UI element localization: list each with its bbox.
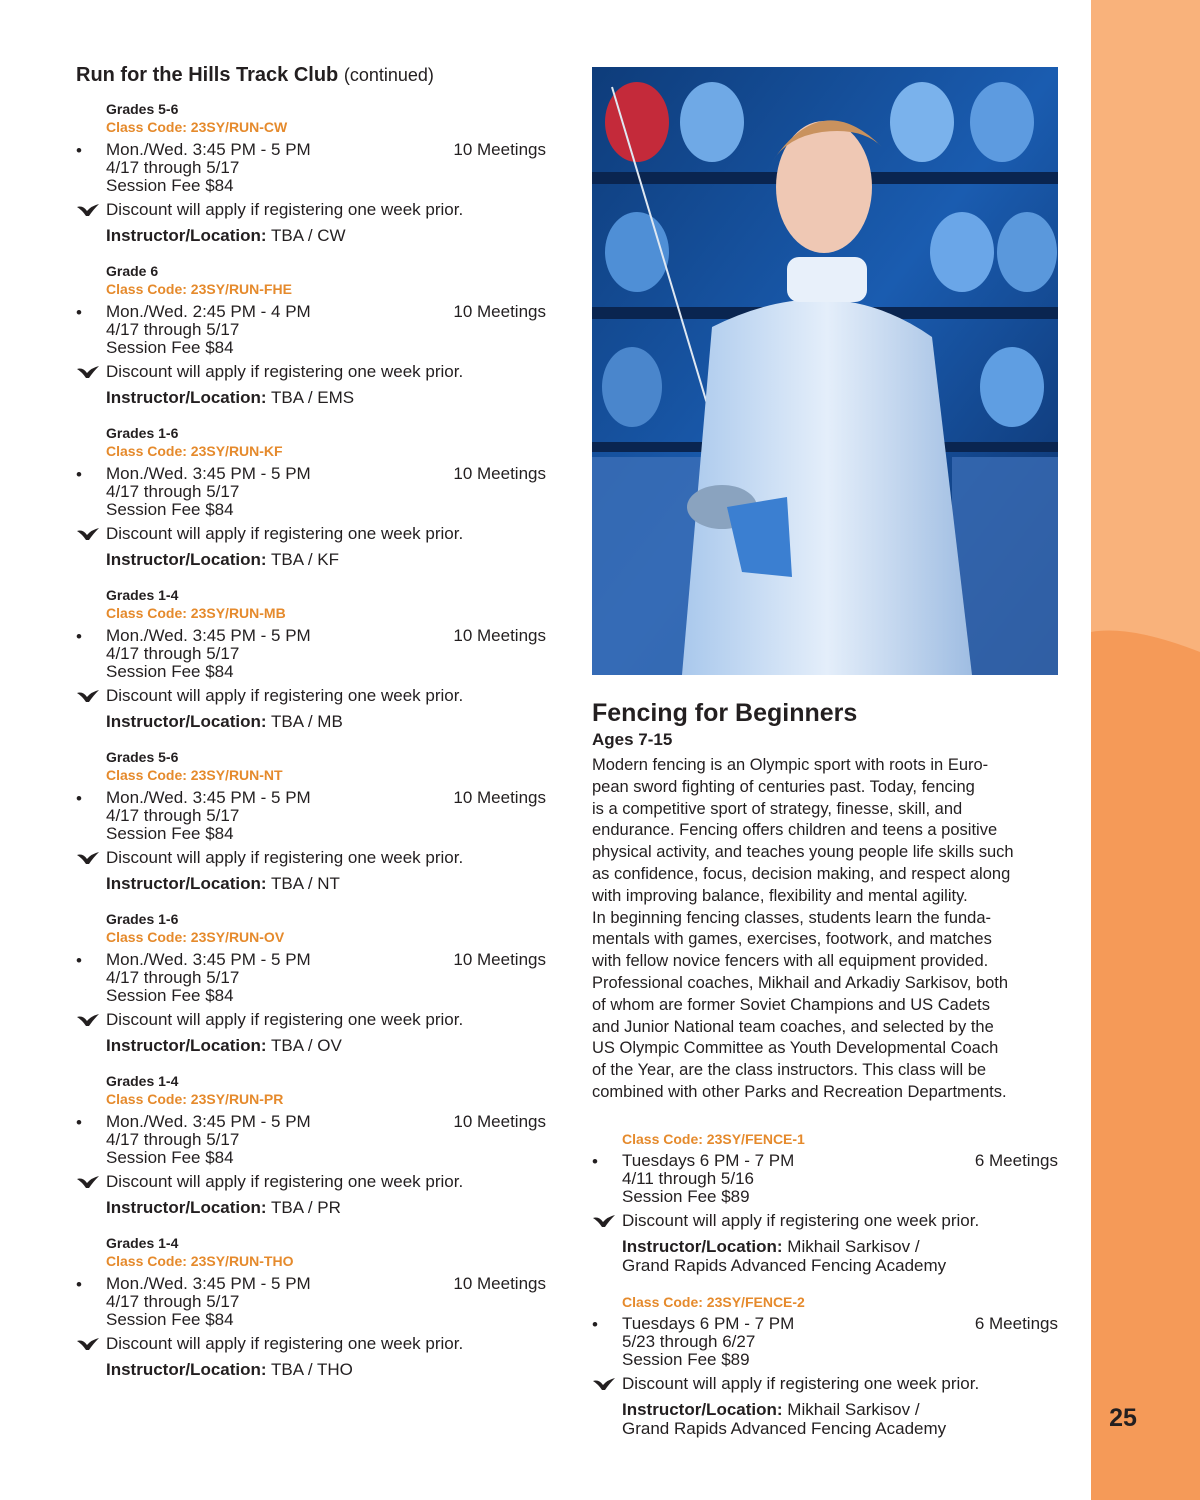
section-title-text: Run for the Hills Track Club [76,64,339,86]
schedule [106,465,546,519]
class-code: Class Code: 23SY/FENCE-1 [622,1130,805,1147]
instructor-label: Instructor/Location: [106,1036,267,1055]
section-title-suffix: (continued) [343,65,434,85]
days-time: Mon./Wed. 3:45 PM - 5 PM [106,1112,311,1131]
instructor-location [106,1360,353,1380]
meetings-count: 6 Meetings [974,1313,1058,1333]
bullet: • [76,141,82,160]
location-name: Grand Rapids Advanced Fencing Academy [622,1418,947,1438]
session-fee: Session Fee $84 [106,662,234,681]
meetings-count: 10 Meetings [453,788,546,807]
description-line: US Olympic Committee as Youth Developmental Coach [592,1039,999,1058]
class-code: Class Code: 23SY/RUN-MB [106,605,286,621]
grade-level: Grades 5-6 [106,749,179,765]
instructor-value: TBA / THO [270,1360,353,1379]
date-range: 4/17 through 5/17 [106,806,240,825]
days-time: Tuesdays 6 PM - 7 PM [622,1150,795,1170]
instructor-label: Instructor/Location: [106,1198,267,1217]
instructor-label: Instructor/Location: [106,712,267,731]
description-line: pean sword fighting of centuries past. Today, fencing [592,777,975,796]
fencing-title: Fencing for Beginners [592,699,858,727]
date-range: 4/17 through 5/17 [106,644,240,663]
bullet: • [592,1151,598,1171]
class-list [76,101,556,1397]
bullet: • [76,1113,82,1132]
instructor-label: Instructor/Location: [106,388,267,407]
class-code: Class Code: 23SY/RUN-PR [106,1091,284,1107]
instructor-location [106,550,339,570]
meetings-count: 10 Meetings [453,464,546,483]
class-code: Class Code: 23SY/FENCE-2 [622,1293,805,1310]
class-entry [76,1073,556,1235]
instructor-location [106,712,343,732]
fencer-photo [592,67,1058,675]
instructor-value: TBA / NT [270,874,340,893]
class-code: Class Code: 23SY/RUN-KF [106,443,283,459]
fencing-class-entry [592,1131,1062,1294]
date-range: 4/11 through 5/16 [622,1168,755,1188]
description-line: combined with other Parks and Recreation Departments. [592,1082,1007,1101]
instructor-value: TBA / MB [270,712,343,731]
early-bird-icon [77,851,99,865]
date-range: 4/17 through 5/17 [106,1130,240,1149]
discount-text: Discount will apply if registering one week prior. [622,1373,980,1393]
description-line: and Junior National team coaches, and selected by the [592,1017,994,1036]
instructor-location [622,1237,946,1275]
instructor-value: TBA / PR [270,1198,341,1217]
description-line: endurance. Fencing offers children and teens a positive [592,821,998,840]
instructor-label: Instructor/Location: [106,226,267,245]
discount-text: Discount will apply if registering one week prior. [106,848,464,867]
class-entry [76,1235,556,1397]
instructor-label: Instructor/Location: [106,550,267,569]
instructor-value: TBA / OV [270,1036,342,1055]
meetings-count: 10 Meetings [453,1112,546,1131]
session-fee: Session Fee $84 [106,1148,234,1167]
early-bird-icon [77,1337,99,1351]
early-bird-icon [77,689,99,703]
track-club-section [76,64,556,1397]
instructor-value: TBA / CW [270,226,346,245]
instructor-location [106,1036,342,1056]
schedule [106,1275,546,1329]
early-bird-icon [77,203,99,217]
discount-text: Discount will apply if registering one week prior. [106,1172,464,1191]
schedule [106,303,546,357]
description-line: In beginning fencing classes, students learn the funda- [592,908,992,927]
discount-text: Discount will apply if registering one week prior. [106,200,464,219]
instructor-label: Instructor/Location: [622,1236,783,1256]
bullet: • [76,789,82,808]
class-entry [76,425,556,587]
meetings-count: 10 Meetings [453,626,546,645]
instructor-label: Instructor/Location: [106,1360,267,1379]
class-code: Class Code: 23SY/RUN-THO [106,1253,294,1269]
early-bird-icon [77,365,99,379]
session-fee: Session Fee $84 [106,986,234,1005]
fencing-class-list [592,1131,1062,1457]
fencing-ages: Ages 7-15 [592,730,673,749]
days-time: Mon./Wed. 3:45 PM - 5 PM [106,464,311,483]
early-bird-icon [593,1377,615,1391]
days-time: Tuesdays 6 PM - 7 PM [622,1313,795,1333]
date-range: 4/17 through 5/17 [106,482,240,501]
section-title [76,64,556,87]
fencing-class-entry [592,1294,1062,1457]
schedule [622,1152,1058,1206]
discount-text: Discount will apply if registering one week prior. [106,1334,464,1353]
class-code: Class Code: 23SY/RUN-FHE [106,281,292,297]
days-time: Mon./Wed. 3:45 PM - 5 PM [106,950,311,969]
description-line: with fellow novice fencers with all equipment provided. [592,952,989,971]
instructor-location [622,1400,946,1438]
days-time: Mon./Wed. 3:45 PM - 5 PM [106,1274,311,1293]
days-time: Mon./Wed. 3:45 PM - 5 PM [106,140,311,159]
class-code: Class Code: 23SY/RUN-OV [106,929,285,945]
discount-text: Discount will apply if registering one week prior. [106,686,464,705]
description-line: mentals with games, exercises, footwork, and matches [592,930,992,949]
date-range: 4/17 through 5/17 [106,320,240,339]
session-fee: Session Fee $84 [106,500,234,519]
instructor-value: TBA / KF [270,550,340,569]
class-entry [76,587,556,749]
meetings-count: 10 Meetings [453,950,546,969]
class-entry [76,263,556,425]
class-entry [76,911,556,1073]
fencing-section [592,697,1062,1457]
description-line: as confidence, focus, decision making, and respect along [592,864,1011,883]
date-range: 4/17 through 5/17 [106,1292,240,1311]
days-time: Mon./Wed. 3:45 PM - 5 PM [106,626,311,645]
early-bird-icon [593,1214,615,1228]
session-fee: Session Fee $89 [622,1349,750,1369]
grade-level: Grades 1-4 [106,587,179,603]
fencing-description [592,755,1062,1104]
instructor-location [106,1198,341,1218]
schedule [106,789,546,843]
grade-level: Grades 1-4 [106,1073,179,1089]
page-edge-tab [1091,0,1200,1500]
bullet: • [76,1275,82,1294]
meetings-count: 10 Meetings [453,302,546,321]
schedule [622,1315,1058,1369]
class-code: Class Code: 23SY/RUN-CW [106,119,288,135]
date-range: 4/17 through 5/17 [106,968,240,987]
class-entry [76,749,556,911]
bullet: • [76,627,82,646]
grade-level: Grades 1-6 [106,911,179,927]
description-line: of whom are former Soviet Champions and US Cadets [592,995,991,1014]
bullet: • [592,1314,598,1334]
grade-level: Grades 1-4 [106,1235,179,1251]
bullet: • [76,951,82,970]
instructor-label: Instructor/Location: [106,874,267,893]
session-fee: Session Fee $89 [622,1186,750,1206]
instructor-label: Instructor/Location: [622,1399,783,1419]
instructor-value: TBA / EMS [270,388,355,407]
description-line: of the Year, are the class instructors. This class will be [592,1061,987,1080]
date-range: 4/17 through 5/17 [106,158,240,177]
date-range: 5/23 through 6/27 [622,1331,756,1351]
discount-text: Discount will apply if registering one week prior. [622,1210,980,1230]
days-time: Mon./Wed. 3:45 PM - 5 PM [106,788,311,807]
early-bird-icon [77,1013,99,1027]
discount-text: Discount will apply if registering one week prior. [106,362,464,381]
session-fee: Session Fee $84 [106,338,234,357]
grade-level: Grades 5-6 [106,101,179,117]
discount-text: Discount will apply if registering one week prior. [106,1010,464,1029]
schedule [106,627,546,681]
schedule [106,1113,546,1167]
meetings-count: 6 Meetings [974,1150,1058,1170]
description-line: physical activity, and teaches young people life skills such [592,843,1014,862]
page-number: 25 [1109,1404,1137,1432]
instructor-location [106,226,346,246]
bullet: • [76,303,82,322]
meetings-count: 10 Meetings [453,1274,546,1293]
discount-text: Discount will apply if registering one week prior. [106,524,464,543]
schedule [106,141,546,195]
class-entry [76,101,556,263]
location-name: Grand Rapids Advanced Fencing Academy [622,1255,947,1275]
instructor-name: Mikhail Sarkisov / [787,1399,920,1419]
early-bird-icon [77,527,99,541]
session-fee: Session Fee $84 [106,1310,234,1329]
early-bird-icon [77,1175,99,1189]
description-line: Professional coaches, Mikhail and Arkadiy Sarkisov, both [592,973,1009,992]
description-line: is a competitive sport of strategy, finesse, skill, and [592,799,963,818]
description-line: Modern fencing is an Olympic sport with roots in Euro- [592,756,989,774]
description-line: with improving balance, flexibility and mental agility. [592,886,968,905]
schedule [106,951,546,1005]
days-time: Mon./Wed. 2:45 PM - 4 PM [106,302,311,321]
class-code: Class Code: 23SY/RUN-NT [106,767,283,783]
instructor-name: Mikhail Sarkisov / [787,1236,920,1256]
session-fee: Session Fee $84 [106,176,234,195]
bullet: • [76,465,82,484]
meetings-count: 10 Meetings [453,140,546,159]
grade-level: Grade 6 [106,263,159,279]
instructor-location [106,874,340,894]
session-fee: Session Fee $84 [106,824,234,843]
instructor-location [106,388,354,408]
grade-level: Grades 1-6 [106,425,179,441]
